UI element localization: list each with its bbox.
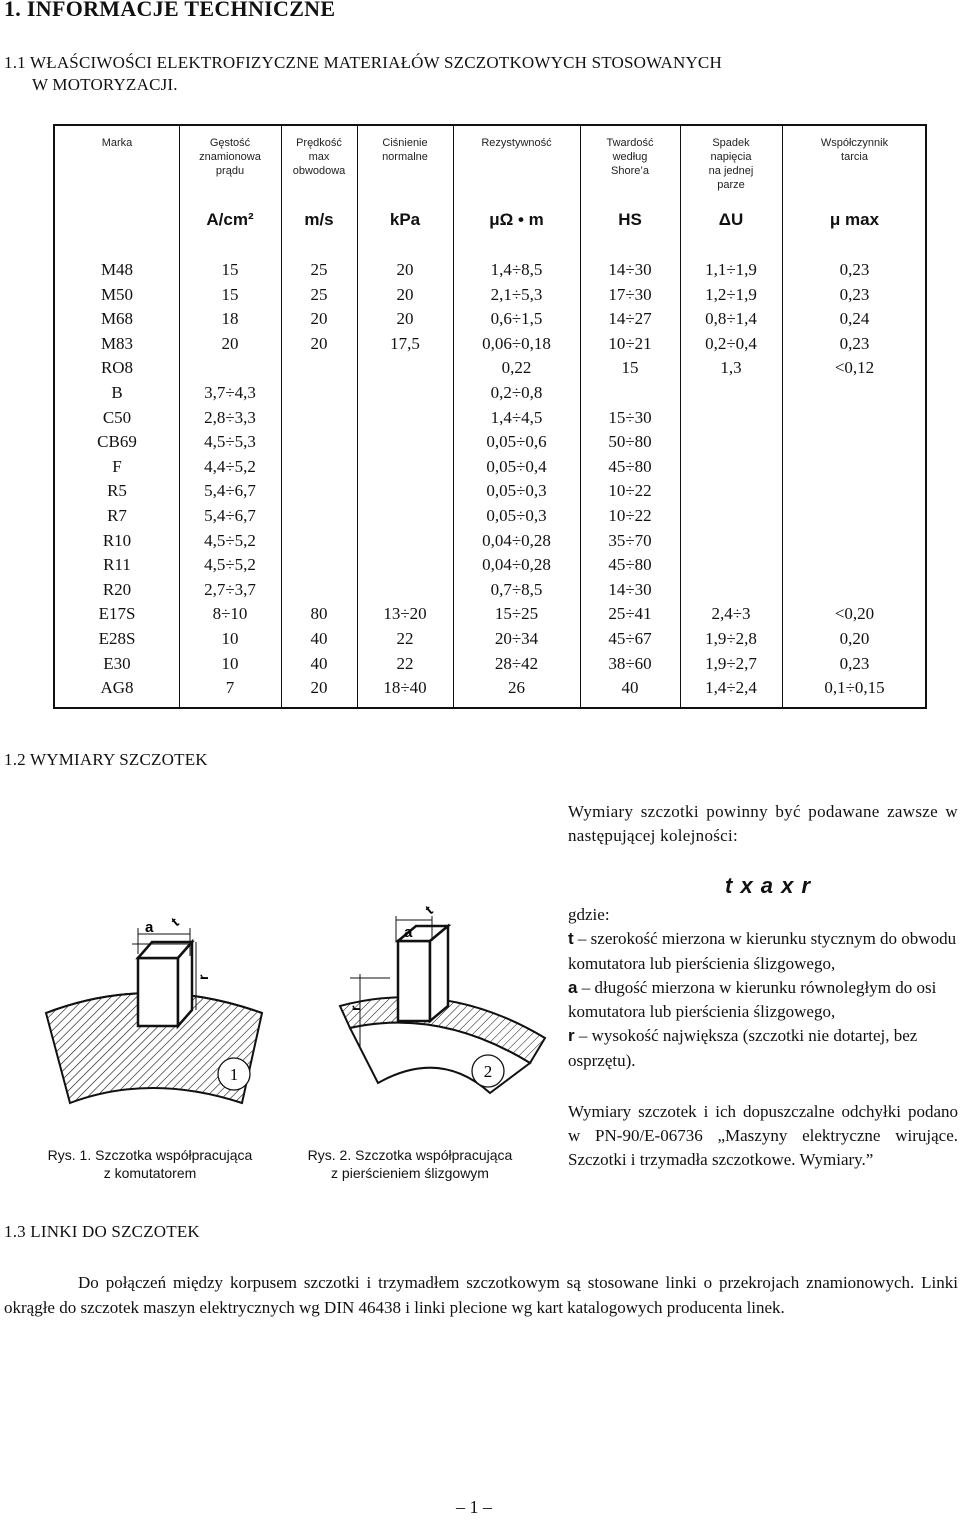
table-unit-cell: μΩ • m xyxy=(489,210,544,229)
table-header-line: Rezystywność xyxy=(481,137,552,149)
table-unit-cell: HS xyxy=(618,210,642,229)
brush-front xyxy=(398,941,430,1021)
table-header-line: Współczynnik xyxy=(820,137,889,149)
table-cell: 7 xyxy=(225,678,235,698)
table-cell: 5,4÷6,7 xyxy=(204,506,256,525)
table-cell: 20 xyxy=(310,309,328,329)
table-row-label: F xyxy=(112,456,122,476)
table-header-line: Ciśnienie xyxy=(382,137,428,149)
table-cell: 20 xyxy=(221,333,239,353)
table-cell: 0,05÷0,3 xyxy=(486,506,547,525)
table-cell: 0,05÷0,4 xyxy=(486,456,547,476)
table-cell: 1,1÷1,9 xyxy=(705,260,757,279)
norm-text: Wymiary szczotek i ich dopuszczalne odchyłki podano w PN-90/E-06736 „Maszyny elektryczne wirujące. Szczotki i trzymadła szczotkowe. Wymiary.” xyxy=(568,1102,958,1169)
table-cell: 20 xyxy=(396,284,414,304)
figure-2-caption xyxy=(290,1146,530,1182)
fig2-label-t: t xyxy=(421,902,436,918)
table-header-line: na jednej xyxy=(708,165,754,177)
table-cell: 4,5÷5,3 xyxy=(204,432,256,452)
fig2-number: 2 xyxy=(483,1062,493,1081)
table-cell: 0,2÷0,4 xyxy=(705,333,757,353)
dimension-intro: Wymiary szczotki powinny być podawane zawsze w następującej kolejności: xyxy=(568,802,958,845)
table-row-label: AG8 xyxy=(100,678,134,698)
table-header-cell xyxy=(55,136,179,150)
table-cell: 0,1÷0,15 xyxy=(824,678,885,698)
table-cell: 22 xyxy=(396,629,414,648)
table-row-label: CB69 xyxy=(97,432,137,452)
table-cell: 20 xyxy=(396,309,414,329)
table-cell: 0,06÷0,18 xyxy=(482,333,551,353)
table-cell: 50÷80 xyxy=(608,432,652,452)
section-1-3-heading: 1.3 LINKI DO SZCZOTEK xyxy=(4,1222,200,1241)
definition-key: a xyxy=(568,977,578,997)
table-cell: 4,4÷5,2 xyxy=(204,456,256,476)
table-header-cell xyxy=(782,136,927,164)
table-header-line: prądu xyxy=(215,165,245,177)
table-header-line: normalne xyxy=(382,151,428,163)
table-header-line: napięcia xyxy=(710,151,752,163)
definition-item xyxy=(568,976,958,1025)
section-1-3-text: Do połączeń między korpusem szczotki i trzymadłem szczotkowym są stosowane linki o przekrojach znamionowych. Linki okrągłe do szczotek maszyn elektrycznych wg DIN 46438 i linki plecione wg kart katalogowych producenta linek. xyxy=(4,1273,958,1317)
table-header-line: według xyxy=(612,151,648,163)
table-row-label: R20 xyxy=(102,579,132,599)
table-cell: 3,7÷4,3 xyxy=(204,383,256,402)
table-cell: 4,5÷5,2 xyxy=(204,530,256,550)
table-cell: 2,7÷3,7 xyxy=(204,579,256,599)
section-1-1-line1: 1.1 WŁAŚCIWOŚCI ELEKTROFIZYCZNE MATERIAŁÓW SZCZOTKOWYCH STOSOWANYCH xyxy=(4,53,722,72)
table-cell: 18 xyxy=(221,309,239,329)
table-cell: 25 xyxy=(310,284,328,304)
table-unit-cell: ΔU xyxy=(718,210,744,229)
table-cell: <0,20 xyxy=(834,604,875,624)
table-cell: 15÷30 xyxy=(608,407,652,427)
table-row-label: M83 xyxy=(100,333,134,353)
table-cell: 5,4÷6,7 xyxy=(204,481,256,501)
definition-item xyxy=(568,927,958,976)
table-cell: 13÷20 xyxy=(383,604,427,624)
figure-1-caption-line1: Rys. 1. Szczotka współpracująca xyxy=(47,1147,253,1163)
definition-text: – długość mierzona w kierunku równoległym do osi komutatora lub pierścienia ślizgowego, xyxy=(568,977,937,1022)
table-cell: 80 xyxy=(310,604,328,624)
table-cell: 22 xyxy=(396,653,414,673)
table-header-line: parze xyxy=(717,179,745,191)
table-cell: 4,5÷5,2 xyxy=(204,555,256,575)
table-cell: 0,24 xyxy=(839,309,870,329)
table-row-label: C50 xyxy=(102,407,132,427)
definition-text: – szerokość mierzona w kierunku stycznym do obwodu komutatora lub pierścienia ślizgowego, xyxy=(568,929,957,973)
table-row-label: M68 xyxy=(100,309,134,329)
table-header-cell xyxy=(680,136,782,192)
figure-1-commutator-brush xyxy=(40,898,280,1108)
table-cell: 40 xyxy=(310,653,328,673)
table-header-cell xyxy=(179,136,281,178)
table-cell: 45÷80 xyxy=(608,456,652,476)
figure-2-slip-ring-brush xyxy=(320,898,560,1108)
table-header-line: Prędkość xyxy=(296,137,342,149)
fig2-label-a: a xyxy=(404,924,413,941)
table-cell: 10 xyxy=(221,653,239,673)
table-cell: 20 xyxy=(310,678,328,698)
table-cell: 15 xyxy=(221,284,239,304)
table-row-label: M50 xyxy=(100,284,134,304)
table-header-line: Shore’a xyxy=(611,165,649,177)
table-header-cell xyxy=(580,136,680,178)
brush-front xyxy=(138,958,178,1026)
table-cell: 40 xyxy=(621,678,639,698)
table-cell: 10÷21 xyxy=(608,333,652,353)
table-cell: 0,04÷0,28 xyxy=(482,555,551,575)
table-cell: 25÷41 xyxy=(608,604,652,624)
figure-1-caption-line2: z komutatorem xyxy=(103,1165,197,1181)
table-cell: 1,4÷4,5 xyxy=(490,407,543,427)
table-cell: 26 xyxy=(508,678,525,698)
table-row-label: E28S xyxy=(98,629,136,648)
table-unit-cell: m/s xyxy=(304,210,334,229)
figure-2-caption-line1: Rys. 2. Szczotka współpracująca xyxy=(307,1147,513,1163)
table-row-label: E17S xyxy=(98,604,136,624)
table-cell: 15÷25 xyxy=(494,604,539,624)
table-cell: 14÷30 xyxy=(608,260,652,279)
brush-side xyxy=(430,926,448,1021)
table-cell: 0,05÷0,6 xyxy=(486,432,547,452)
table-row-label: B xyxy=(111,383,123,402)
fig2-label-r: r xyxy=(347,1005,363,1011)
table-cell: 1,4÷2,4 xyxy=(705,678,757,698)
table-cell: 20 xyxy=(396,260,414,279)
table-header-line: tarcia xyxy=(841,151,868,163)
table-cell: 2,8÷3,3 xyxy=(204,407,256,427)
table-cell: 10÷22 xyxy=(608,481,652,501)
table-cell: 1,4÷8,5 xyxy=(490,260,543,279)
table-cell: 28÷42 xyxy=(494,653,539,673)
table-row-label: R11 xyxy=(103,555,131,575)
section-1-1-heading xyxy=(4,52,904,96)
table-cell: 2,4÷3 xyxy=(711,604,751,624)
table-cell: 17÷30 xyxy=(608,284,652,304)
table-row-label: E30 xyxy=(103,653,131,673)
table-unit-cell: kPa xyxy=(389,210,421,229)
table-cell: 20 xyxy=(310,333,328,353)
table-cell: 10 xyxy=(221,629,239,648)
table-cell: 20÷34 xyxy=(494,629,539,648)
gdzie-label: gdzie: xyxy=(568,905,610,924)
table-cell: 14÷30 xyxy=(608,579,652,599)
table-header-line: Spadek xyxy=(712,137,750,149)
table-cell: 0,6÷1,5 xyxy=(490,309,543,329)
table-row-label: RO8 xyxy=(100,358,134,378)
fig1-label-a: a xyxy=(145,919,154,936)
table-cell: 0,04÷0,28 xyxy=(482,530,551,550)
table-row-label: M48 xyxy=(100,260,134,279)
table-cell: 0,05÷0,3 xyxy=(486,481,547,501)
fig1-label-r: r xyxy=(195,974,211,980)
table-header-line: Twardość xyxy=(606,137,654,149)
table-cell: 15 xyxy=(221,260,239,279)
table-cell: 0,23 xyxy=(839,284,870,304)
table-header-line: max xyxy=(308,151,330,163)
table-cell: 0,23 xyxy=(839,260,870,279)
table-unit-cell: μ max xyxy=(829,210,880,229)
definition-key: r xyxy=(568,1026,575,1046)
table-cell: 40 xyxy=(310,629,328,648)
table-cell: 18÷40 xyxy=(383,678,427,698)
table-header-cell xyxy=(357,136,453,164)
table-cell: 45÷67 xyxy=(608,629,652,648)
definition-key: t xyxy=(568,929,574,949)
table-unit-cell: A/cm² xyxy=(206,210,254,229)
table-cell: 38÷60 xyxy=(608,653,652,673)
table-cell: <0,12 xyxy=(834,358,875,378)
table-header-line: obwodowa xyxy=(292,165,346,177)
section-1-2-heading: 1.2 WYMIARY SZCZOTEK xyxy=(4,750,208,769)
properties-table xyxy=(53,124,927,709)
table-cell: 1,9÷2,7 xyxy=(705,653,757,673)
table-cell: 1,3 xyxy=(720,358,742,378)
fig1-label-t: t xyxy=(167,914,182,930)
table-cell: 0,8÷1,4 xyxy=(705,309,757,329)
table-cell: 1,2÷1,9 xyxy=(705,284,757,304)
table-cell: 0,23 xyxy=(839,653,870,673)
table-cell: 0,22 xyxy=(501,358,532,378)
table-cell: 17,5 xyxy=(390,333,420,353)
table-row-label: R10 xyxy=(102,530,132,550)
figure-1-caption xyxy=(28,1146,272,1182)
table-cell: 15 xyxy=(621,358,639,378)
table-header-cell xyxy=(453,136,580,150)
dimension-formula: t x a x r xyxy=(725,873,812,898)
table-header-line: znamionowa xyxy=(199,151,261,163)
table-cell: 14÷27 xyxy=(608,309,652,329)
table-cell: 25 xyxy=(310,260,328,279)
definition-text: – wysokość największa (szczotki nie dotartej, bez osprzętu). xyxy=(568,1026,918,1070)
table-cell: 0,2÷0,8 xyxy=(490,383,543,402)
table-cell: 0,20 xyxy=(839,629,870,648)
table-cell: 10÷22 xyxy=(608,506,652,525)
table-header-line: Gęstość xyxy=(209,137,251,149)
table-row-label: R7 xyxy=(107,506,127,525)
dimension-definitions xyxy=(568,903,958,1073)
table-row-label: R5 xyxy=(107,481,127,501)
page-number: – 1 – xyxy=(456,1497,492,1517)
fig1-number: 1 xyxy=(229,1065,239,1084)
table-cell: 35÷70 xyxy=(608,530,652,550)
table-header-line: Marka xyxy=(101,137,133,149)
section-1-1-line2: W MOTORYZACJI. xyxy=(32,75,178,94)
table-cell: 0,7÷8,5 xyxy=(490,579,543,599)
table-cell: 1,9÷2,8 xyxy=(705,629,757,648)
table-cell: 45÷80 xyxy=(608,555,652,575)
definition-item xyxy=(568,1024,958,1073)
table-cell: 8÷10 xyxy=(212,604,248,624)
table-cell: 0,23 xyxy=(839,333,870,353)
table-header-cell xyxy=(281,136,357,178)
figure-2-caption-line2: z pierścieniem ślizgowym xyxy=(331,1165,489,1181)
table-cell: 2,1÷5,3 xyxy=(490,284,543,304)
page-title: 1. INFORMACJE TECHNICZNE xyxy=(4,0,336,21)
